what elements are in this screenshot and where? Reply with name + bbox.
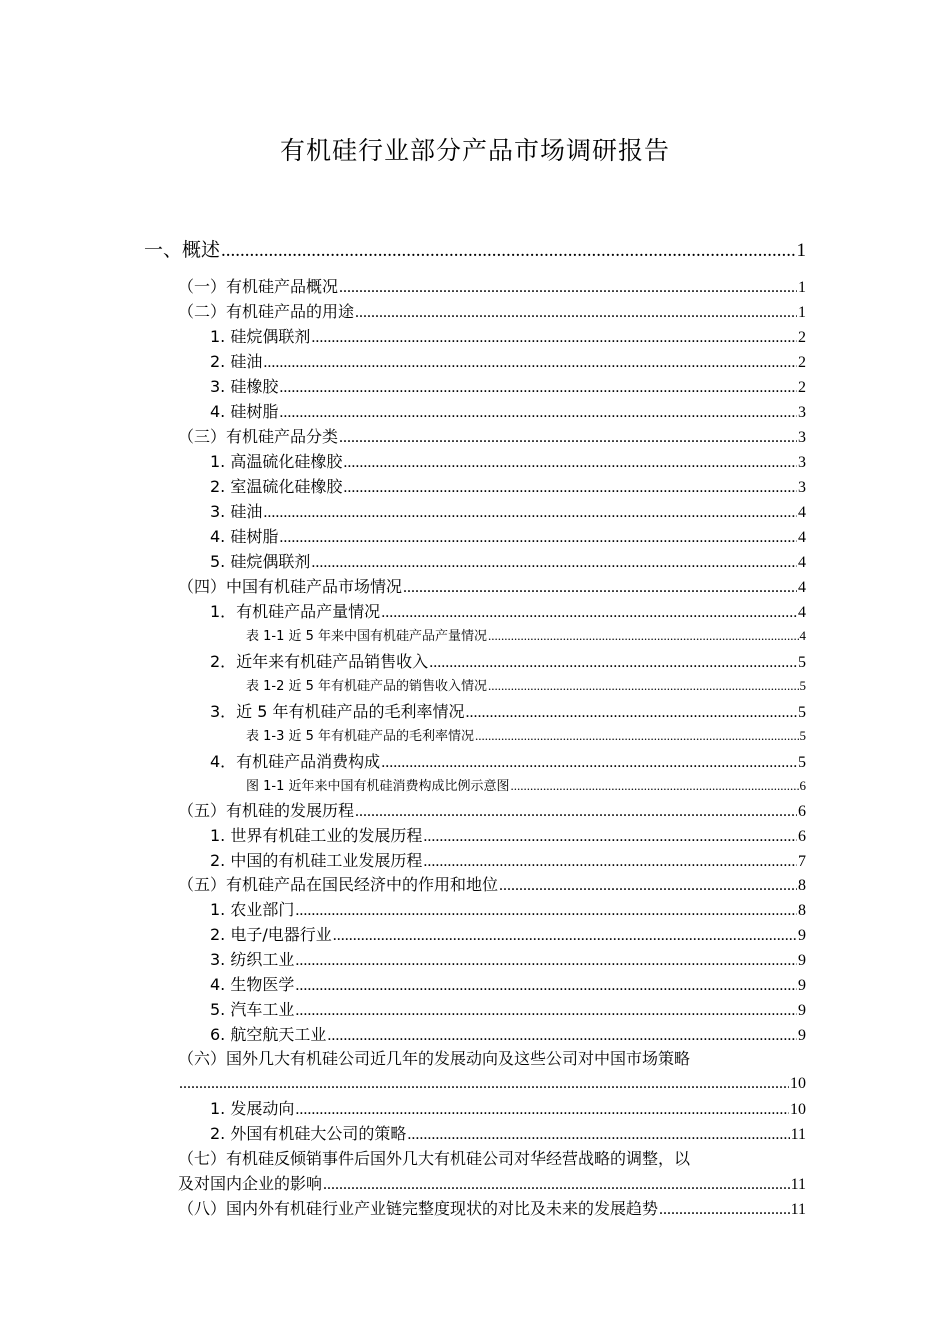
- toc-entry-label: 2. 电子/电器行业: [210, 925, 332, 944]
- toc-entry[interactable]: [210, 949, 806, 972]
- toc-entry-label: 3. 硅橡胶: [210, 377, 279, 396]
- toc-entry-page-number: 9: [798, 952, 806, 969]
- dot-leader: [429, 652, 797, 674]
- toc-entry-page-number: 11: [790, 1126, 806, 1143]
- toc-entry[interactable]: [210, 601, 806, 624]
- toc-entry-label: 5. 汽车工业: [210, 1000, 295, 1019]
- toc-entry[interactable]: [210, 351, 806, 374]
- toc-entry-page-number: 9: [798, 1002, 806, 1019]
- toc-entry-page-number: 6: [799, 778, 806, 793]
- toc-entry-label: 5. 硅烷偶联剂: [210, 552, 311, 571]
- toc-entry[interactable]: [178, 301, 806, 324]
- dot-leader: [311, 552, 797, 574]
- toc-entry[interactable]: [210, 701, 806, 724]
- toc-entry-page-number: 5: [799, 678, 806, 693]
- toc-entry-label: 4. 硅树脂: [210, 402, 279, 421]
- toc-entry[interactable]: [246, 777, 806, 796]
- toc-entry-page-number: 1: [796, 240, 806, 261]
- dot-leader: [381, 602, 797, 624]
- toc-entry[interactable]: [246, 677, 806, 696]
- toc-entry-label: （五）有机硅产品在国民经济中的作用和地位: [178, 875, 499, 894]
- toc-entry-label: 及对国内企业的影响: [178, 1174, 323, 1193]
- toc-entry-label: 3．近 5 年有机硅产品的毛利率情况: [210, 702, 465, 721]
- toc-entry[interactable]: [210, 326, 806, 349]
- toc-entry[interactable]: [178, 576, 806, 599]
- toc-entry-page-number: 7: [798, 853, 806, 870]
- document-title: 有机硅行业部分产品市场调研报告: [279, 136, 670, 165]
- dot-leader: [466, 702, 797, 724]
- toc-entry[interactable]: [210, 924, 806, 947]
- dot-leader: [511, 777, 799, 795]
- toc-entry-label: 2．近年来有机硅产品销售收入: [210, 652, 429, 671]
- toc-entry-page-number: 4: [798, 554, 806, 571]
- toc-entry-page-number: 11: [790, 1176, 806, 1193]
- toc-entry[interactable]: [178, 800, 806, 823]
- dot-leader: [279, 402, 797, 424]
- toc-entry-label: 1. 高温硫化硅橡胶: [210, 452, 343, 471]
- dot-leader: [295, 975, 797, 997]
- toc-entry-page-number: 2: [798, 379, 806, 396]
- toc-entry[interactable]: [178, 276, 806, 299]
- toc-entry-page-number: 9: [798, 927, 806, 944]
- toc-entry-label[interactable]: （六）国外几大有机硅公司近几年的发展动向及这些公司对中国市场策略: [178, 1049, 691, 1068]
- toc-entry-page-number: 6: [798, 828, 806, 845]
- toc-entry[interactable]: [178, 1073, 806, 1095]
- toc-entry-page-number: 9: [798, 1027, 806, 1044]
- toc-entry[interactable]: [210, 451, 806, 474]
- toc-entry-label: （二）有机硅产品的用途: [178, 302, 355, 321]
- dot-leader: [423, 826, 797, 848]
- toc-entry-page-number: 2: [798, 354, 806, 371]
- toc-entry-page-number: 5: [799, 728, 806, 743]
- toc-entry-page-number: 1: [798, 279, 806, 296]
- dot-leader: [343, 477, 797, 499]
- toc-entry-label: 2. 室温硫化硅橡胶: [210, 477, 343, 496]
- toc-entry[interactable]: [210, 850, 806, 873]
- toc-entry-label: 1. 发展动向: [210, 1099, 295, 1118]
- toc-entry-label: （一）有机硅产品概况: [178, 277, 339, 296]
- toc-entry[interactable]: [210, 526, 806, 549]
- toc-entry[interactable]: [210, 376, 806, 399]
- toc-entry-page-number: 11: [790, 1201, 806, 1218]
- toc-entry-page-number: 9: [798, 977, 806, 994]
- dot-leader: [323, 1174, 790, 1196]
- dot-leader: [488, 677, 798, 695]
- toc-entry[interactable]: [210, 476, 806, 499]
- dot-leader: [659, 1199, 790, 1221]
- toc-entry[interactable]: [210, 751, 806, 774]
- toc-entry-label[interactable]: （七）有机硅反倾销事件后国外几大有机硅公司对华经营战略的调整，以: [178, 1149, 691, 1168]
- toc-entry[interactable]: [210, 1123, 806, 1146]
- toc-entry-page-number: 3: [798, 454, 806, 471]
- toc-entry-label: 3. 硅油: [210, 502, 263, 521]
- toc-entry-page-number: 2: [798, 329, 806, 346]
- toc-entry-page-number: 10: [790, 1075, 806, 1092]
- toc-entry[interactable]: [210, 999, 806, 1022]
- toc-entry-page-number: 5: [798, 754, 806, 771]
- toc-entry[interactable]: [210, 974, 806, 997]
- toc-entry-label: （五）有机硅的发展历程: [178, 801, 355, 820]
- toc-entry[interactable]: [210, 1024, 806, 1047]
- dot-leader: [423, 851, 797, 873]
- toc-entry-label: 表 1-3 近 5 年有机硅产品的毛利率情况: [246, 729, 475, 744]
- dot-leader: [263, 352, 797, 374]
- toc-entry[interactable]: [210, 899, 806, 922]
- toc-entry-label: 1. 农业部门: [210, 900, 295, 919]
- toc-entry-page-number: 10: [790, 1101, 806, 1118]
- toc-entry-label: 4. 硅树脂: [210, 527, 279, 546]
- toc-entry-page-number: 4: [798, 529, 806, 546]
- toc-entry-page-number: 8: [798, 902, 806, 919]
- toc-entry-label: 表 1-1 近 5 年来中国有机硅产品产量情况: [246, 629, 488, 644]
- toc-entry-page-number: 3: [798, 479, 806, 496]
- dot-leader: [499, 875, 797, 897]
- dot-leader: [179, 1073, 789, 1095]
- toc-entry-label: 表 1-2 近 5 年有机硅产品的销售收入情况: [246, 679, 488, 694]
- dot-leader: [279, 527, 797, 549]
- dot-leader: [311, 327, 797, 349]
- dot-leader: [403, 577, 797, 599]
- toc-entry-page-number: 4: [798, 504, 806, 521]
- toc-entry-page-number: 3: [798, 429, 806, 446]
- toc-entry[interactable]: [210, 401, 806, 424]
- toc-entry-label: 2. 硅油: [210, 352, 263, 371]
- toc-entry-label: 1. 硅烷偶联剂: [210, 327, 311, 346]
- toc-entry-label: （三）有机硅产品分类: [178, 427, 339, 446]
- toc-entry-page-number: 8: [798, 877, 806, 894]
- toc-entry[interactable]: [178, 1173, 806, 1196]
- toc-entry-page-number: 4: [798, 579, 806, 596]
- dot-leader: [279, 377, 797, 399]
- toc-entry-page-number: 6: [798, 803, 806, 820]
- dot-leader: [333, 925, 797, 947]
- toc-entry[interactable]: [144, 238, 806, 263]
- dot-leader: [343, 452, 797, 474]
- toc-entry[interactable]: [178, 1198, 806, 1221]
- dot-leader: [295, 1000, 797, 1022]
- toc-entry-label: 2. 中国的有机硅工业发展历程: [210, 851, 423, 870]
- dot-leader: [339, 427, 797, 449]
- dot-leader: [407, 1124, 789, 1146]
- toc-entry[interactable]: [178, 874, 806, 897]
- toc-entry[interactable]: [246, 627, 806, 646]
- dot-leader: [295, 1099, 789, 1121]
- toc-entry[interactable]: [210, 501, 806, 524]
- toc-entry[interactable]: [178, 426, 806, 449]
- toc-entry-label: 1. 世界有机硅工业的发展历程: [210, 826, 423, 845]
- toc-entry[interactable]: [210, 651, 806, 674]
- dot-leader: [327, 1025, 797, 1047]
- toc-entry[interactable]: [210, 1098, 806, 1121]
- toc-entry-label: 4. 生物医学: [210, 975, 295, 994]
- toc-entry-page-number: 4: [798, 604, 806, 621]
- dot-leader: [475, 727, 798, 745]
- toc-entry-label: 3. 纺织工业: [210, 950, 295, 969]
- dot-leader: [488, 627, 798, 645]
- toc-entry-page-number: 4: [799, 628, 806, 643]
- toc-entry-label: 图 1-1 近年来中国有机硅消费构成比例示意图: [246, 779, 510, 794]
- toc-entry-label: 一、概述: [144, 239, 221, 261]
- toc-entry-page-number: 5: [798, 654, 806, 671]
- dot-leader: [295, 950, 797, 972]
- toc-entry-label: （八）国内外有机硅行业产业链完整度现状的对比及未来的发展趋势: [178, 1199, 659, 1218]
- dot-leader: [381, 752, 797, 774]
- dot-leader: [355, 302, 797, 324]
- dot-leader: [221, 239, 795, 263]
- toc-entry[interactable]: [246, 727, 806, 746]
- toc-entry-page-number: 1: [798, 304, 806, 321]
- toc-entry-label: 6. 航空航天工业: [210, 1025, 327, 1044]
- toc-entry-label: 4．有机硅产品消费构成: [210, 752, 381, 771]
- toc-entry-label: 2. 外国有机硅大公司的策略: [210, 1124, 407, 1143]
- toc-entry[interactable]: [210, 551, 806, 574]
- toc-entry-page-number: 3: [798, 404, 806, 421]
- toc-entry-label: （四）中国有机硅产品市场情况: [178, 577, 403, 596]
- toc-entry-label: 1．有机硅产品产量情况: [210, 602, 381, 621]
- dot-leader: [263, 502, 797, 524]
- dot-leader: [339, 277, 797, 299]
- toc-entry-page-number: 5: [798, 704, 806, 721]
- toc-entry[interactable]: [210, 825, 806, 848]
- dot-leader: [295, 900, 797, 922]
- dot-leader: [355, 801, 797, 823]
